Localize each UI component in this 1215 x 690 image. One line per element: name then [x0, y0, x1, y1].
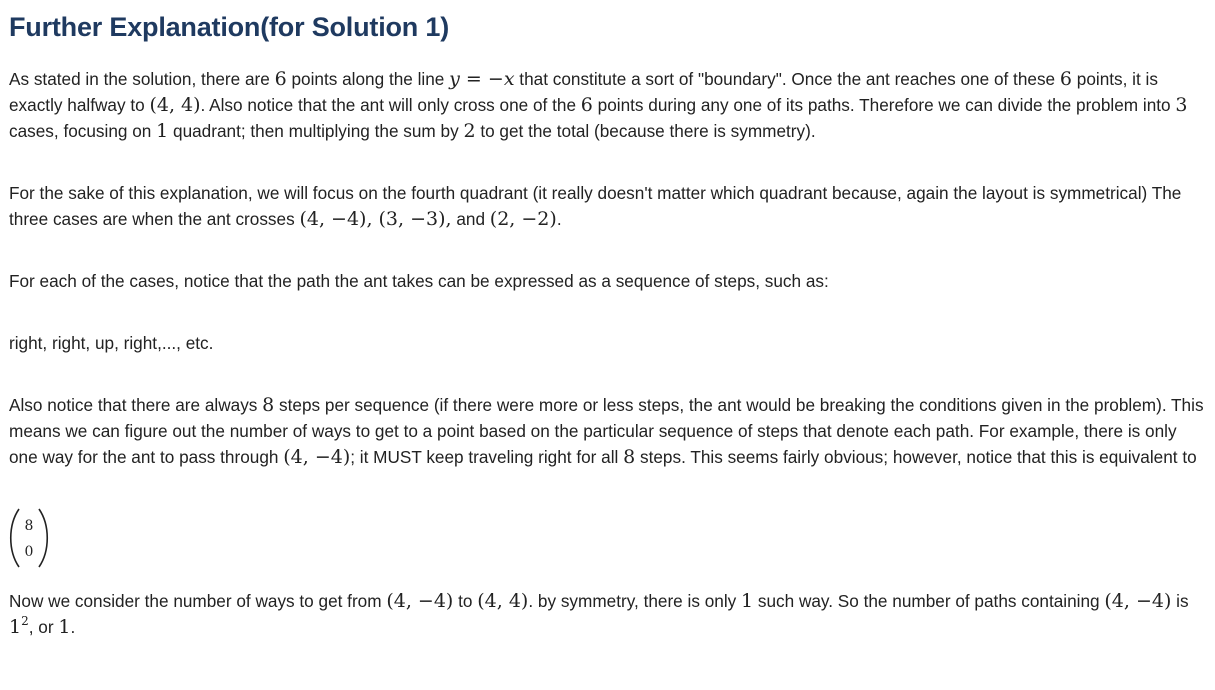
text: that constitute a sort of "boundary". Once the ant reaches one of these — [514, 69, 1060, 89]
paragraph-boundary — [9, 66, 1206, 144]
text: and — [451, 209, 490, 229]
math-eight: 8 — [262, 394, 275, 416]
paragraph-symmetry — [9, 588, 1206, 640]
text: quadrant; then multiplying the sum by — [168, 121, 464, 141]
math-points: (4, −4), (3, −3), — [299, 208, 452, 230]
binomial-svg — [9, 507, 49, 569]
text: , or — [28, 617, 59, 637]
math-six: 6 — [580, 94, 593, 116]
math-exponent: 2 — [21, 614, 29, 628]
paragraph-sequence-intro: For each of the cases, notice that the path the ant takes can be expressed as a sequence of steps, such as: — [9, 271, 829, 291]
text: For the sake of this explanation, we will focus on the fourth quadrant (it really doesn't matter which quadrant because, again the layout is symmetrical) The three cases are when the ant crosses — [9, 183, 1182, 229]
binomial-coefficient — [9, 508, 1206, 568]
math-var-x: x — [503, 68, 515, 90]
right-paren — [39, 509, 47, 567]
text: ; it MUST keep traveling right for all — [350, 447, 624, 467]
text: to get the total (because there is symmetry). — [475, 121, 816, 141]
math-six: 6 — [1059, 68, 1072, 90]
math-point: (2, −2) — [489, 208, 557, 230]
text: such way. So the number of paths containing — [753, 591, 1105, 611]
binomial-top: 8 — [24, 518, 34, 534]
math-point: (4, 4) — [149, 94, 201, 116]
paragraph-steps — [9, 392, 1206, 470]
text: Now we consider the number of ways to get from — [9, 591, 387, 611]
math-power — [9, 616, 29, 638]
text: to — [453, 591, 478, 611]
math-equals-minus: = − — [459, 68, 504, 90]
text: cases, focusing on — [9, 121, 157, 141]
math-point: (4, 4) — [477, 590, 529, 612]
math-var-y: y — [449, 68, 460, 90]
math-point: (4, −4) — [1104, 590, 1172, 612]
section-title: Further Explanation(for Solution 1) — [9, 12, 449, 42]
binomial-bottom: 0 — [24, 544, 34, 560]
math-one: 1 — [58, 616, 71, 638]
paragraph-fourth-quadrant — [9, 180, 1206, 232]
text: . — [70, 617, 76, 637]
paragraph-sequence-example: right, right, up, right,..., etc. — [9, 333, 214, 353]
text: steps per sequence (if there were more or less steps, the ant would be breaking the conditions given in the problem). This means we can figure out the number of ways to get to a point based on the particular sequence of steps that denote each path. For example, there is only one way for the ant to pass through — [9, 395, 1204, 467]
math-line-equation — [449, 68, 514, 90]
math-one: 1 — [156, 120, 169, 142]
text: points along the line — [286, 69, 450, 89]
left-paren — [11, 509, 19, 567]
text: Also notice that there are always — [9, 395, 263, 415]
text: As stated in the solution, there are — [9, 69, 275, 89]
text: is — [1171, 591, 1189, 611]
text: steps. This seems fairly obvious; however, notice that this is equivalent to — [635, 447, 1197, 467]
text: . — [556, 209, 562, 229]
math-base: 1 — [9, 616, 22, 638]
math-six: 6 — [274, 68, 287, 90]
math-point: (4, −4) — [386, 590, 454, 612]
text: points during any one of its paths. Therefore we can divide the problem into — [592, 95, 1176, 115]
text: . Also notice that the ant will only cross one of the — [200, 95, 581, 115]
math-one: 1 — [741, 590, 754, 612]
math-point: (4, −4) — [283, 446, 351, 468]
math-three: 3 — [1175, 94, 1188, 116]
text: . by symmetry, there is only — [528, 591, 742, 611]
text: points, it is exactly halfway to — [9, 69, 1158, 115]
math-eight: 8 — [623, 446, 636, 468]
math-two: 2 — [463, 120, 476, 142]
